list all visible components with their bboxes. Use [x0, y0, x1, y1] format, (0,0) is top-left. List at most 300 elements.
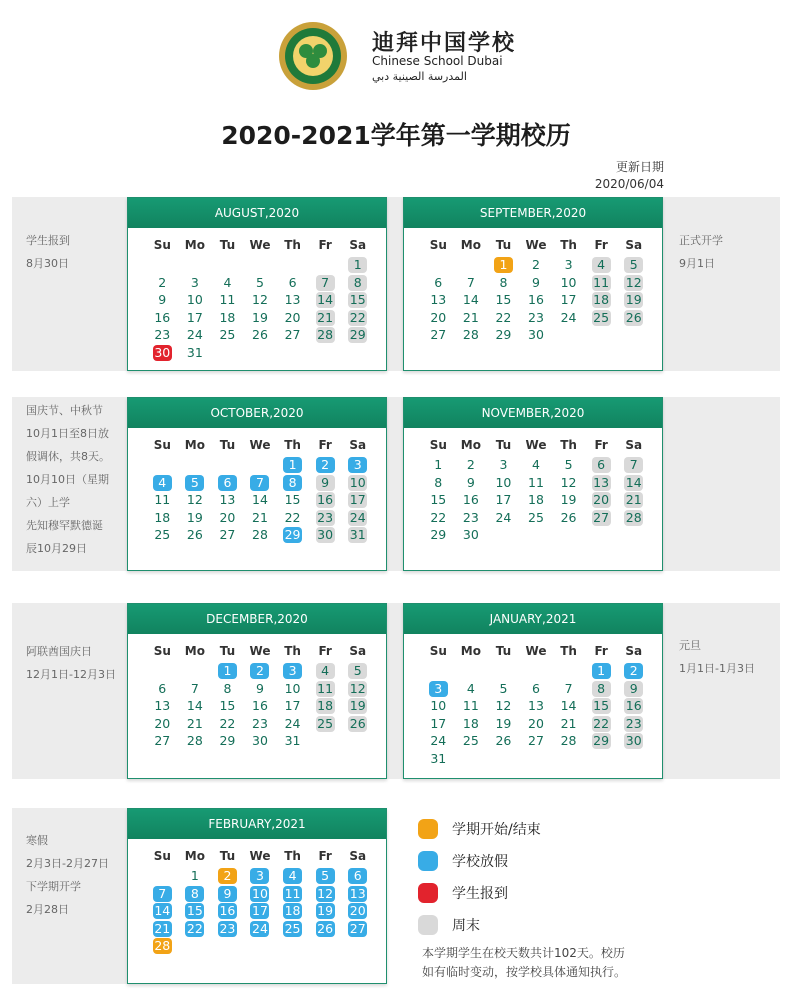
weekday-header: Sa — [349, 849, 367, 863]
calendar-january — [403, 603, 663, 779]
weekday-header: Fr — [594, 238, 608, 252]
day-number: 23 — [317, 509, 334, 525]
day-cell — [211, 715, 244, 733]
day-cell — [422, 491, 455, 509]
day-cell — [146, 885, 179, 903]
day-number: 21 — [560, 715, 577, 731]
day-cell — [211, 867, 244, 885]
weekday-header: Tu — [219, 238, 236, 252]
empty-cell — [146, 662, 179, 680]
legend-swatch — [418, 915, 438, 935]
day-number: 7 — [153, 886, 172, 902]
day-cell — [211, 274, 244, 292]
day-cell — [309, 715, 342, 733]
day-number: 22 — [186, 920, 203, 936]
day-cell — [341, 509, 374, 527]
empty-cell — [179, 256, 212, 274]
day-cell — [487, 456, 520, 474]
weekday-header: Su — [153, 644, 171, 658]
day-number: 19 — [625, 292, 642, 307]
day-cell — [585, 491, 618, 509]
weekday-header: Su — [429, 238, 447, 252]
day-cell — [341, 715, 374, 733]
day-cell — [455, 680, 488, 698]
day-cell — [585, 309, 618, 327]
day-number: 7 — [250, 475, 269, 491]
day-cell — [341, 309, 374, 327]
day-number: 31 — [284, 733, 301, 748]
day-number: 21 — [252, 509, 268, 525]
day-number: 17 — [252, 903, 268, 918]
day-number: 2 — [218, 868, 237, 884]
day-number: 5 — [348, 663, 367, 679]
day-cell — [487, 326, 520, 344]
day-cell — [179, 920, 212, 938]
day-cell — [552, 274, 585, 292]
day-number: 17 — [284, 698, 301, 713]
empty-cell — [179, 662, 212, 680]
day-cell — [455, 491, 488, 509]
weekday-header: Su — [429, 644, 447, 658]
weekday-header: We — [249, 238, 271, 252]
day-number: 10 — [186, 292, 203, 307]
day-number: 29 — [593, 733, 610, 748]
legend-student-report: 学生报到 — [418, 883, 508, 903]
day-number: 18 — [528, 492, 544, 507]
weekday-header: Mo — [184, 238, 205, 252]
day-number: 10 — [430, 698, 447, 713]
day-number: 18 — [462, 715, 479, 731]
weekday-header: Su — [429, 438, 447, 452]
day-number: 20 — [219, 509, 236, 525]
calendar-october — [127, 397, 387, 571]
day-cell — [422, 715, 455, 733]
day-cell — [552, 291, 585, 309]
day-cell — [309, 902, 342, 920]
day-cell — [146, 274, 179, 292]
day-number: 31 — [430, 750, 447, 766]
day-number: 18 — [317, 698, 334, 713]
day-number: 28 — [317, 327, 334, 342]
day-cell — [585, 291, 618, 309]
day-cell — [552, 680, 585, 698]
day-number: 17 — [349, 492, 366, 507]
day-number: 15 — [495, 292, 512, 307]
day-cell — [552, 256, 585, 274]
day-number: 9 — [316, 475, 335, 491]
day-cell — [520, 474, 553, 492]
day-cell — [146, 291, 179, 309]
day-cell — [179, 715, 212, 733]
day-number: 26 — [560, 509, 577, 525]
day-cell — [341, 474, 374, 492]
day-number: 2 — [624, 663, 643, 679]
day-number: 30 — [528, 327, 544, 342]
day-number: 4 — [283, 868, 302, 884]
day-number: 2 — [466, 457, 475, 472]
day-cell — [455, 697, 488, 715]
day-cell — [276, 697, 309, 715]
day-number: 21 — [625, 492, 642, 507]
day-cell — [309, 697, 342, 715]
day-number: 28 — [625, 509, 642, 525]
legend-swatch — [418, 851, 438, 871]
day-number: 20 — [528, 715, 544, 731]
day-cell — [276, 291, 309, 309]
day-cell — [309, 474, 342, 492]
empty-cell — [146, 867, 179, 885]
weekday-header: We — [249, 849, 271, 863]
day-cell — [244, 867, 277, 885]
day-cell — [520, 456, 553, 474]
weekday-header: Su — [153, 438, 171, 452]
day-cell — [244, 309, 277, 327]
weekday-header: Th — [560, 238, 577, 252]
day-cell — [341, 697, 374, 715]
day-number: 27 — [154, 733, 171, 748]
weekday-header: Th — [560, 644, 577, 658]
day-cell — [179, 274, 212, 292]
day-number: 27 — [349, 920, 366, 936]
day-cell — [146, 902, 179, 920]
day-number: 24 — [495, 509, 512, 525]
day-number: 3 — [429, 681, 448, 697]
day-number: 14 — [462, 292, 479, 307]
note-winter-break: 寒假 2月3日-2月27日 下学期开学 2月28日 — [26, 834, 109, 916]
day-number: 31 — [186, 344, 203, 360]
month-title: SEPTEMBER,2020 — [404, 198, 662, 228]
day-number: 21 — [462, 309, 479, 325]
day-cell — [585, 256, 618, 274]
day-cell — [422, 509, 455, 527]
day-number: 6 — [158, 680, 167, 696]
empty-cell — [487, 662, 520, 680]
month-grid — [404, 428, 662, 544]
day-number: 1 — [218, 663, 237, 679]
day-cell — [341, 662, 374, 680]
weekday-header: Sa — [349, 438, 367, 452]
day-cell — [520, 697, 553, 715]
day-number: 4 — [153, 475, 172, 491]
day-cell — [211, 697, 244, 715]
day-number: 18 — [154, 509, 171, 525]
day-cell — [244, 697, 277, 715]
day-cell — [487, 715, 520, 733]
day-cell — [520, 715, 553, 733]
day-cell — [211, 509, 244, 527]
day-cell — [455, 732, 488, 750]
day-number: 5 — [256, 274, 264, 290]
calendar-november — [403, 397, 663, 571]
day-cell — [617, 456, 650, 474]
day-cell — [585, 697, 618, 715]
weekday-header: Fr — [318, 438, 332, 452]
day-number: 16 — [219, 903, 236, 918]
day-cell — [309, 526, 342, 544]
empty-cell — [146, 456, 179, 474]
calendar-february — [127, 808, 387, 984]
day-cell — [520, 509, 553, 527]
day-number: 12 — [560, 474, 577, 490]
day-cell — [179, 697, 212, 715]
weekday-header: We — [249, 644, 271, 658]
day-number: 11 — [154, 492, 171, 507]
day-cell — [455, 326, 488, 344]
day-cell — [146, 309, 179, 327]
day-cell — [520, 291, 553, 309]
day-number: 23 — [625, 715, 642, 731]
day-number: 10 — [560, 274, 577, 290]
day-number: 12 — [186, 492, 203, 507]
day-number: 3 — [348, 457, 367, 473]
day-cell — [487, 274, 520, 292]
day-cell — [211, 474, 244, 492]
day-number: 29 — [284, 527, 301, 542]
day-number: 25 — [593, 309, 610, 325]
day-number: 9 — [624, 681, 643, 697]
day-number: 6 — [218, 475, 237, 491]
weekday-header: Su — [153, 849, 171, 863]
day-number: 13 — [349, 885, 366, 901]
day-cell — [309, 309, 342, 327]
day-cell — [146, 344, 179, 362]
day-number: 2 — [316, 457, 335, 473]
day-cell — [146, 491, 179, 509]
day-cell — [341, 867, 374, 885]
day-number: 25 — [219, 327, 236, 342]
day-cell — [422, 326, 455, 344]
day-cell — [552, 697, 585, 715]
day-cell — [211, 491, 244, 509]
day-number: 24 — [252, 920, 268, 936]
month-grid — [128, 228, 386, 361]
day-cell — [276, 715, 309, 733]
day-number: 9 — [218, 886, 237, 902]
day-number: 16 — [625, 698, 642, 713]
weekday-header: We — [249, 438, 271, 452]
day-number: 4 — [592, 257, 611, 273]
day-cell — [276, 662, 309, 680]
day-cell — [276, 902, 309, 920]
weekday-header: Sa — [625, 644, 643, 658]
day-cell — [455, 456, 488, 474]
day-number: 28 — [462, 327, 479, 342]
weekday-header: Mo — [460, 438, 481, 452]
empty-cell — [244, 456, 277, 474]
weekday-header: Fr — [594, 644, 608, 658]
day-cell — [585, 715, 618, 733]
day-number: 14 — [154, 903, 171, 918]
calendar-september — [403, 197, 663, 371]
day-number: 19 — [349, 698, 366, 713]
day-number: 25 — [154, 527, 171, 542]
day-cell — [341, 256, 374, 274]
day-number: 12 — [252, 292, 268, 307]
day-cell — [617, 256, 650, 274]
day-number: 24 — [284, 715, 301, 731]
day-number: 7 — [624, 457, 643, 473]
day-cell — [309, 274, 342, 292]
day-number: 6 — [592, 457, 611, 473]
day-cell — [211, 902, 244, 920]
empty-cell — [309, 256, 342, 274]
day-number: 25 — [462, 733, 479, 748]
day-number: 21 — [186, 715, 203, 731]
weekday-header: Su — [153, 238, 171, 252]
day-number: 9 — [532, 274, 540, 290]
day-cell — [179, 291, 212, 309]
day-number: 2 — [532, 257, 540, 272]
day-cell — [244, 509, 277, 527]
weekday-header: We — [525, 644, 547, 658]
day-cell — [244, 291, 277, 309]
day-number: 25 — [528, 509, 544, 525]
day-number: 4 — [532, 457, 540, 472]
calendar-august — [127, 197, 387, 371]
day-cell — [617, 474, 650, 492]
day-number: 7 — [466, 274, 475, 290]
day-number: 16 — [154, 309, 171, 325]
day-cell — [179, 474, 212, 492]
day-cell — [309, 662, 342, 680]
day-cell — [211, 326, 244, 344]
legend-swatch — [418, 819, 438, 839]
day-number: 22 — [219, 715, 236, 731]
day-number: 11 — [462, 698, 479, 713]
day-cell — [276, 732, 309, 750]
day-number: 10 — [349, 474, 366, 490]
day-cell — [341, 326, 374, 344]
day-number: 8 — [348, 275, 367, 291]
day-number: 8 — [223, 680, 232, 696]
day-cell — [309, 885, 342, 903]
day-number: 16 — [462, 492, 479, 507]
month-title: OCTOBER,2020 — [128, 398, 386, 428]
day-number: 27 — [528, 733, 544, 748]
day-number: 9 — [466, 474, 475, 490]
empty-cell — [146, 256, 179, 274]
day-cell — [211, 732, 244, 750]
day-cell — [487, 732, 520, 750]
day-number: 20 — [593, 492, 610, 507]
day-number: 19 — [252, 309, 268, 325]
day-cell — [422, 697, 455, 715]
day-number: 8 — [185, 886, 204, 902]
day-cell — [487, 309, 520, 327]
day-cell — [179, 732, 212, 750]
day-cell — [244, 920, 277, 938]
day-cell — [341, 274, 374, 292]
weekday-header: Mo — [460, 238, 481, 252]
day-number: 14 — [625, 474, 642, 490]
weekday-header: We — [525, 438, 547, 452]
day-number: 14 — [186, 698, 203, 713]
weekday-header: Sa — [625, 238, 643, 252]
day-cell — [276, 526, 309, 544]
day-number: 17 — [560, 292, 577, 307]
empty-cell — [455, 256, 488, 274]
day-number: 26 — [495, 733, 512, 748]
day-number: 1 — [494, 257, 513, 273]
day-cell — [244, 902, 277, 920]
day-cell — [309, 491, 342, 509]
day-cell — [244, 274, 277, 292]
day-cell — [179, 902, 212, 920]
day-cell — [341, 902, 374, 920]
day-number: 9 — [256, 680, 264, 696]
day-cell — [146, 715, 179, 733]
day-number: 29 — [430, 527, 447, 542]
day-number: 1 — [283, 457, 302, 473]
day-number: 4 — [316, 663, 335, 679]
day-cell — [617, 309, 650, 327]
day-number: 27 — [430, 327, 447, 342]
day-number: 3 — [499, 457, 508, 472]
day-cell — [422, 309, 455, 327]
day-cell — [341, 456, 374, 474]
day-cell — [617, 291, 650, 309]
weekday-header: Tu — [495, 238, 512, 252]
day-number: 16 — [528, 292, 544, 307]
weekday-header: Th — [284, 238, 301, 252]
empty-cell — [455, 662, 488, 680]
day-cell — [309, 291, 342, 309]
day-number: 7 — [190, 680, 199, 696]
day-number: 4 — [223, 274, 232, 290]
day-cell — [244, 680, 277, 698]
day-number: 24 — [430, 733, 447, 748]
month-title: AUGUST,2020 — [128, 198, 386, 228]
day-number: 29 — [349, 327, 366, 342]
day-cell — [455, 474, 488, 492]
day-number: 1 — [190, 868, 199, 883]
day-cell — [309, 680, 342, 698]
day-cell — [520, 309, 553, 327]
day-number: 31 — [349, 527, 366, 542]
day-cell — [487, 680, 520, 698]
day-number: 15 — [186, 903, 203, 918]
weekday-header: Fr — [318, 238, 332, 252]
day-number: 5 — [316, 868, 335, 884]
day-number: 13 — [154, 698, 171, 713]
month-grid — [404, 228, 662, 344]
day-cell — [422, 750, 455, 768]
day-number: 27 — [593, 509, 610, 525]
month-title: FEBRUARY,2021 — [128, 809, 386, 839]
day-cell — [422, 732, 455, 750]
weekday-header: Sa — [349, 644, 367, 658]
day-number: 12 — [349, 680, 366, 696]
day-number: 8 — [283, 475, 302, 491]
school-name-cn: 迪拜中国学校 — [372, 30, 517, 56]
day-cell — [244, 715, 277, 733]
day-number: 18 — [593, 292, 610, 307]
day-number: 22 — [430, 509, 447, 525]
day-cell — [341, 526, 374, 544]
day-number: 17 — [430, 715, 447, 731]
weekday-header: Tu — [495, 438, 512, 452]
day-cell — [276, 509, 309, 527]
day-number: 22 — [495, 309, 512, 325]
school-name-en: Chinese School Dubai — [372, 54, 503, 68]
day-cell — [585, 509, 618, 527]
day-cell — [552, 456, 585, 474]
day-cell — [309, 509, 342, 527]
day-number: 11 — [528, 474, 544, 490]
day-cell — [487, 474, 520, 492]
day-cell — [276, 491, 309, 509]
empty-cell — [520, 662, 553, 680]
